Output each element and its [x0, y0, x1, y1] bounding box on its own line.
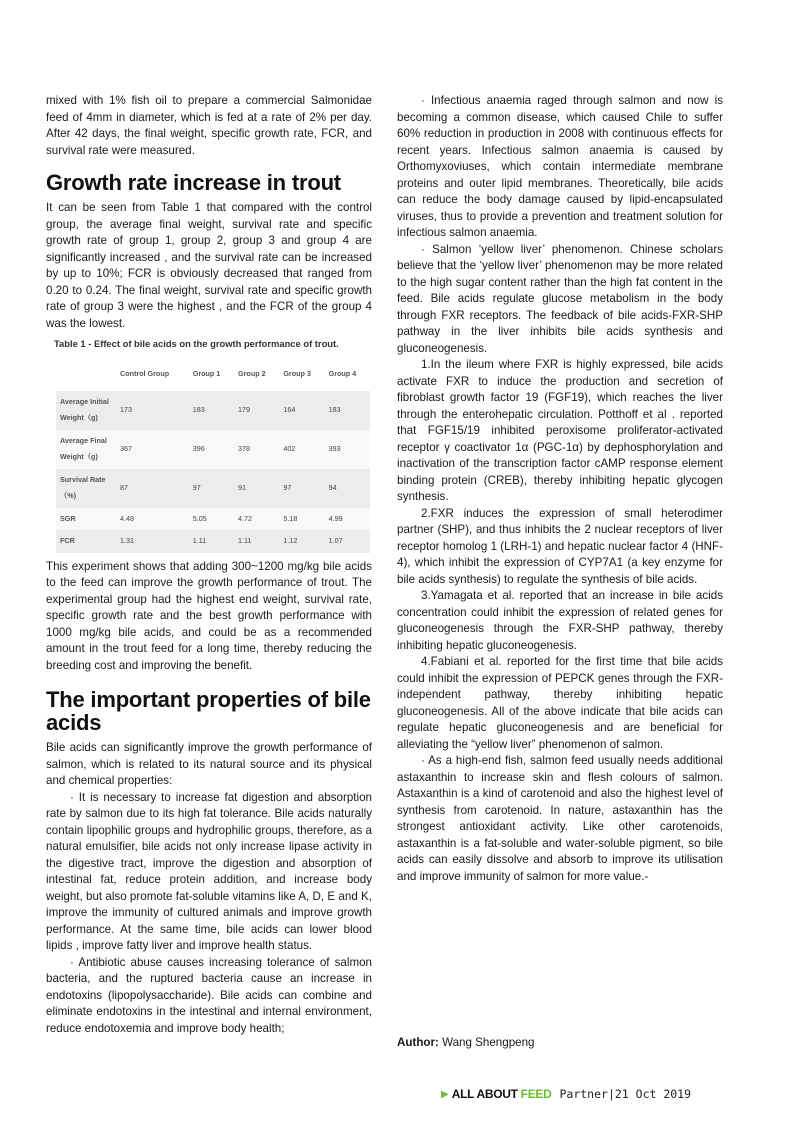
- table-header: Group 4: [325, 359, 370, 391]
- numbered-paragraph: 4.Fabiani et al. reported for the first time that bile acids could inhibit the expression of PEPCK genes through the FXR-independent pathway, thereby inhibiting hepatic gluconeogenesis. All of the above indicate that bile acids can regulate hepatic gluconeogenesis and are beneficial for alleviating the “yellow liver” phenomenon of salmon.: [397, 655, 723, 751]
- bullet-paragraph: · It is necessary to increase fat digestion and absorption rate by salmon due to its high fat tolerance. Bile acids naturally contain lipophilic groups and hydrophilic groups, therefore, as a natural emulsifier, bile acids not only increase lipase activity in the digestive tract, improve the digestion and absorption of intestinal fat, reduce protein addition, and increase body weight, but also promote fat-soluble vitamins like A, D, E and K, improve the immunity of cultured animals and improve growth performance. At the same time, bile acids can lower blood lipids , improve fatty liver and improve health status.: [46, 790, 372, 952]
- paragraph: Bile acids can significantly improve the growth performance of salmon, which is related to its natural source and its physical and chemical properties:: [46, 741, 372, 787]
- table-cell: 1.31: [120, 536, 134, 545]
- table-cell: 396: [192, 443, 205, 453]
- table-header: Group 1: [189, 359, 234, 391]
- bullet-paragraph: · Infectious anaemia raged through salmon and now is becoming a common disease, which caused Chile to suffer 60% reduction in production in 2008 with continuous effects for recent years. Infectious salmon anaemia is caused by Orthomyxoviuses, which contain intermediate membrane proteins and outer lipid membranes. Theoretically, bile acids can reduce the body damage caused by lipid-encapsulated viruses, thus to provide a prevention and treatment solution for infectious salmon anaemia.: [397, 94, 723, 239]
- table-row: [56, 530, 370, 553]
- table-cell: 1.11: [192, 536, 207, 545]
- table-header: [56, 359, 116, 391]
- table-cell: 1.12: [283, 536, 298, 545]
- table-cell: 87: [120, 482, 128, 492]
- bullet-paragraph: · Salmon ‘yellow liver’ phenomenon. Chinese scholars believe that the ‘yellow liver’ phenomenon may be more related to the high sugar content rather than the high fat content in the feed. Bile acids regulate glucose metabolism in the body through FXR receptors. The feedback of bile acids-FXR-SHP pathway in the liver inhibits bile acids synthesis and gluconeogenesis.: [397, 242, 723, 355]
- table-caption: Table 1 - Effect of bile acids on the growth performance of trout.: [54, 338, 339, 349]
- issue-label: Partner|21 Oct 2019: [559, 1087, 692, 1101]
- table-header-row: [56, 359, 370, 391]
- bullet-paragraph: · As a high-end fish, salmon feed usually needs additional astaxanthin to increase skin and flesh colours of salmon. Astaxanthin is a kind of carotenoid and also the highest level of synthesis from carotenoid. In nature, astaxanthin has the strongest antioxidant activity. Like other carotenoids, astaxanthin is a fat-soluble and water-soluble pigment, so bile acids can easily dissolve and absorb to improve its utilisation and improve immunity of salmon for more value.-: [397, 754, 723, 883]
- section-heading-growth: Growth rate increase in trout: [46, 170, 341, 195]
- author-label: Author:: [397, 1036, 439, 1049]
- table-cell: 4.72: [238, 513, 253, 523]
- right-column: [397, 93, 723, 885]
- table-cell: 378: [238, 443, 251, 453]
- bullet-paragraph: · Antibiotic abuse causes increasing tolerance of salmon bacteria, and the ruptured bacteria cause an increase in endotoxins (lipopolysaccharide). Bile acids can combine and eliminate endotoxins in the intestinal and internal environment, reduce endotoxemia and improve body health;: [46, 955, 372, 1035]
- numbered-paragraph: 1.In the ileum where FXR is highly expressed, bile acids activate FXR to induce the production and secretion of fibroblast growth factor 19 (FGF19), which reaches the liver through the enterohepatic circulation. Potthoff et al . reported that FGF15/19 inhibited peroxisome proliferator-activated receptor γ coactivator 1α (PGC-1α) by dephosphorylation and inactivation of the transcription factor cAMP response element binding protein (CREB), thereby inhibiting hepatic glycogen synthesis.: [397, 358, 723, 503]
- table-cell: 91: [238, 482, 247, 492]
- play-arrow-icon: ▶: [441, 1088, 449, 1100]
- table-cell: 5.05: [192, 513, 207, 523]
- table-cell: 4.99: [328, 513, 343, 523]
- table-cell: 164: [283, 404, 296, 414]
- author-line: [397, 1036, 535, 1049]
- table-row: [56, 469, 370, 508]
- table-cell: 367: [120, 443, 132, 453]
- table-cell: 1.11: [238, 536, 252, 545]
- table-cell: 94: [328, 482, 337, 492]
- brand-name-b: FEED: [520, 1087, 552, 1101]
- row-label: SGR: [60, 513, 76, 523]
- table-cell: 97: [283, 482, 292, 492]
- author-name: Wang Shengpeng: [442, 1036, 535, 1049]
- table-row: [56, 508, 370, 531]
- numbered-paragraph: 3.Yamagata et al. reported that an increase in bile acids concentration could inhibit the expression of related genes for gluconeogenesis through the FXR-SHP pathway, thereby inhibiting hepatic gluconeogenesis.: [397, 589, 723, 652]
- section-heading-properties: The important properties of bile acids: [46, 687, 371, 735]
- page-footer: [441, 1087, 691, 1101]
- table-cell: 183: [328, 404, 341, 414]
- row-label: FCR: [60, 536, 75, 545]
- table-row: [56, 391, 370, 430]
- table-header: Group 3: [279, 359, 324, 391]
- numbered-paragraph: 2.FXR induces the expression of small heterodimer partner (SHP), and thus inhibits the 2 nuclear receptors of liver receptor homolog 1 (LRH-1) and hepatic nuclear factor 4 (HNF-4), which inhibit the expression of CYP7A1 (a key enzyme for bile acids synthesis) to regulate the synthesis of bile acids.: [397, 506, 723, 586]
- table-cell: 183: [192, 404, 205, 414]
- table-cell: 4.48: [120, 513, 134, 523]
- table-header: Group 2: [234, 359, 279, 391]
- paragraph: This experiment shows that adding 300~1200 mg/kg bile acids to the feed can improve the growth performance of trout. The experimental group had the highest end weight, survival rate, specific growth rate and the best growth performance with 1000 mg/kg bile acids, and could be as a recommended amount in the trout feed for a long time, thereby reducing the breeding cost and improving the benefit.: [46, 559, 372, 672]
- table-cell: 97: [192, 482, 201, 492]
- table-cell: 179: [238, 404, 251, 414]
- row-label: Average Initial Weight（g): [60, 396, 109, 422]
- row-label: Survival Rate（%): [60, 474, 106, 500]
- paragraph: mixed with 1% fish oil to prepare a commercial Salmonidae feed of 4mm in diameter, which is fed at a rate of 2% per day. After 42 days, the final weight, specific growth rate, FCR, and survival rate were measured.: [46, 94, 372, 157]
- table-header: Control Group: [116, 359, 189, 391]
- table-cell: 1.07: [328, 536, 343, 545]
- brand-name-a: ALL ABOUT: [451, 1087, 518, 1101]
- table-cell: 402: [283, 443, 296, 453]
- growth-table: [56, 359, 370, 553]
- left-column: [46, 93, 372, 1037]
- table-row: [56, 430, 370, 469]
- paragraph: It can be seen from Table 1 that compared with the control group, the average final weight, survival rate and specific growth rate of group 1, group 2, group 3 and group 4 are significantly increased , and the survival rate can be increased by up to 10%; FCR is obviously decreased that ranged from 0.20 to 0.24. The final weight, survival rate and specific growth rate of group 3 were the highest , and the FCR of the group 4 was the lowest.: [46, 201, 372, 330]
- table-cell: 173: [120, 404, 132, 414]
- table-cell: 393: [328, 443, 341, 453]
- row-label: Average Final Weight（g): [60, 435, 107, 461]
- table-cell: 5.18: [283, 513, 298, 523]
